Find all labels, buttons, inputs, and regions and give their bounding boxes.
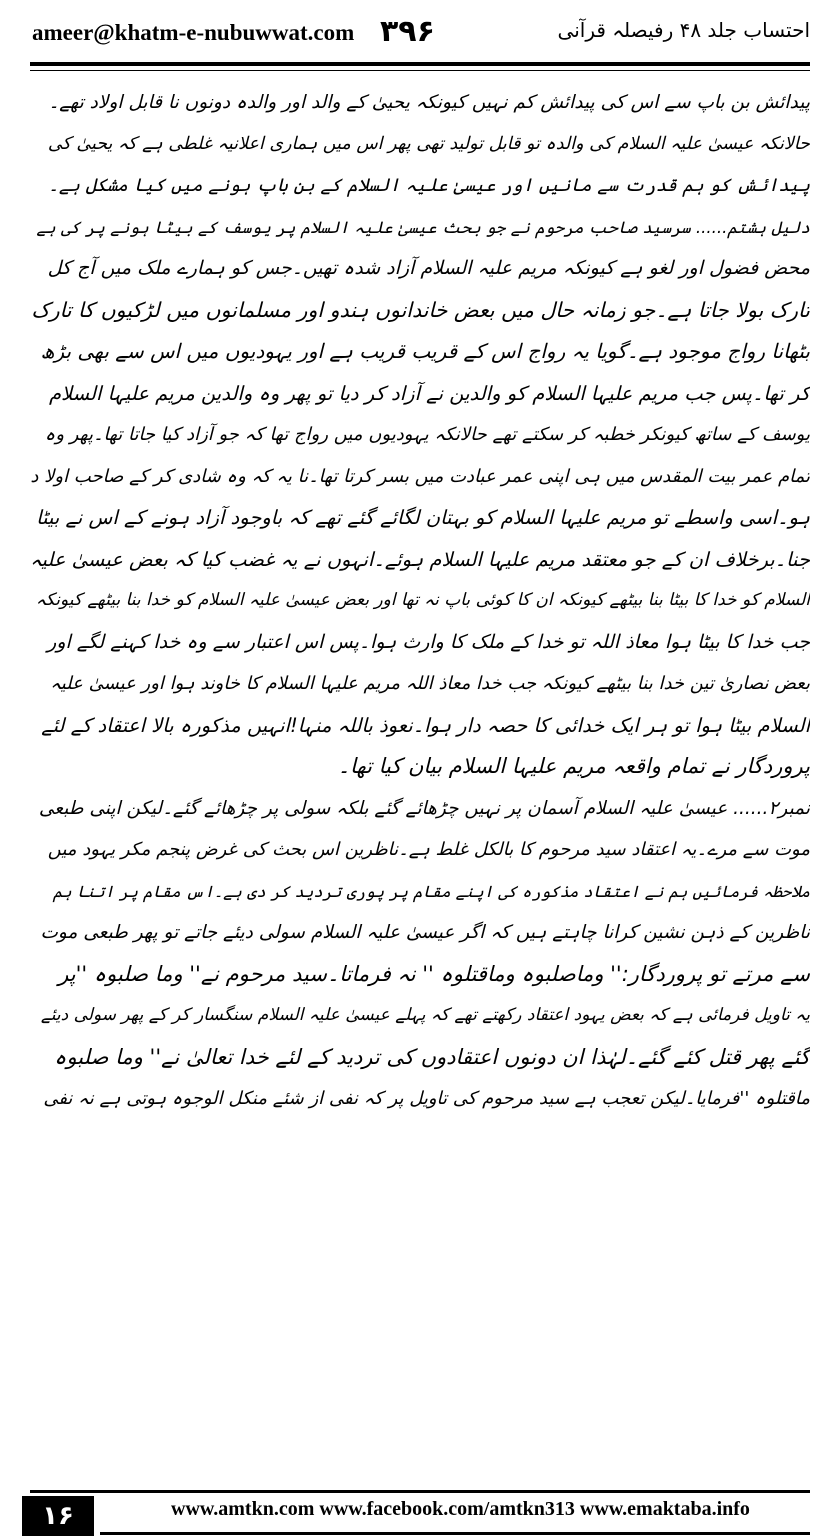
- text-line: ماقتلوہ ''فرمایا۔لیکن تعجب ہے سید مرحوم کی تاویل پر کہ نفی از شئے منکل الوجوہ ہوتی ہے نہ نفی: [43, 1088, 810, 1109]
- header-page-number: ۳۹۶: [380, 14, 435, 49]
- body-text: [30, 82, 810, 1120]
- header-rule-thin: [30, 70, 810, 71]
- footer-rule-bottom: [100, 1532, 810, 1535]
- footer-rule-top: [30, 1490, 810, 1493]
- text-line: پیدائش بن باپ سے اس کی پیدائش کم نہیں کیونکہ یحییٰ کے والد اور والدہ دونوں نا قابل اولاد تھے۔: [48, 92, 810, 113]
- text-line: السلام بیٹا ہوا تو ہر ایک خدائی کا حصہ دار ہوا۔نعوذ باللہ منہا!انہیں مذکورہ بالا اعتقاد کے لئے: [41, 713, 810, 737]
- text-line: تمام عمر بیت المقدس میں ہی اپنی عمر عبادت میں بسر کرتا تھا۔نا یہ کہ وہ شادی کر کے صاحب اولا د: [30, 465, 810, 487]
- text-line: جنا۔برخلاف ان کے جو معتقد مریم علیہا السلام ہوئے۔انہوں نے یہ غضب کیا کہ بعض عیسیٰ علیہ: [30, 547, 810, 571]
- text-line: ناظرین کے ذہن نشین کرانا چاہتے ہیں کہ اگر عیسیٰ علیہ السلام سولی دیئے جاتے تو پھر طبعی موت: [40, 922, 810, 943]
- text-line: یوسف کے ساتھ کیونکر خطبہ کر سکتے تھے حالانکہ یہودیوں میں رواج تھا کہ جو آزاد کیا جاتا تھا۔پھر وہ: [44, 424, 810, 445]
- text-line: گئے پھر قتل کئے گئے۔لہٰذا ان دونوں اعتقادوں کی تردید کے لئے خدا تعالیٰ نے'' وما صلبوہ: [54, 1044, 810, 1069]
- text-line: پیدائش کو ہم قدرت سے مانیں اور عیسیٰ علیہ السلام کے بن باپ ہونے میں کیا مشکل ہے۔: [48, 175, 810, 196]
- text-line: ہو۔اسی واسطے تو مریم علیہا السلام کو بہتان لگائے گئے تھے کہ باوجود آزاد ہونے کے اس نے بیٹا: [36, 506, 810, 529]
- text-line: بعض نصاریٰ تین خدا بنا بیٹھے کیونکہ جب خدا معاذ اللہ مریم علیہا السلام کا خاوند ہوا اور عیسیٰ علیہ: [50, 673, 810, 694]
- text-line: حالانکہ عیسیٰ علیہ السلام کی والدہ تو قابل تولید تھی پھر اس میں ہماری اعلانیہ غلطی ہے کہ یحییٰ کی: [47, 133, 810, 154]
- footer-page-number: ۱۶: [22, 1496, 94, 1536]
- text-line: بٹھانا رواج موجود ہے۔گویا یہ رواج اس کے قریب قریب ہے اور یہودیوں میں اس سے بھی بڑھ: [40, 339, 810, 363]
- text-line: سے مرتے تو پروردگار:'' وماصلبوہ وماقتلوہ '' نہ فرماتا۔سید مرحوم نے'' وما صلبوہ ''پر: [58, 961, 810, 986]
- text-line: ملاحظہ فرمائیں ہم نے اعتقاد مذکورہ کی اپنے مقام پر پوری تردید کر دی ہے۔اس مقام پر اتنا ہم: [52, 881, 810, 901]
- header-book-title: احتساب جلد ۴۸ رفیصلہ قرآنی: [557, 18, 810, 42]
- text-line: یہ تاویل فرمائی ہے کہ بعض یہود اعتقاد رکھتے تھے کہ پہلے عیسیٰ علیہ السلام سنگسار کر کے پھر سولی دیئے: [40, 1005, 810, 1025]
- text-line: موت سے مرے۔یہ اعتقاد سید مرحوم کا بالکل غلط ہے۔ناظرین اس بحث کی غرض پنجم مکر یہود میں: [47, 839, 810, 860]
- page-footer: [0, 1488, 840, 1540]
- header-rule-thick: [30, 62, 810, 66]
- text-line: السلام کو خدا کا بیٹا بنا بیٹھے کیونکہ ان کا کوئی باپ نہ تھا اور بعض عیسیٰ علیہ السلام کو خدا بنا بیٹھے کیونکہ: [35, 590, 810, 610]
- page-header: [0, 0, 840, 72]
- text-line: تارک بولا جاتا ہے۔جو زمانہ حال میں بعض خاندانوں ہندو اور مسلمانوں میں لڑکیوں کا تارک: [31, 297, 810, 322]
- footer-links: www.amtkn.com www.facebook.com/amtkn313 www.emaktaba.info: [171, 1498, 750, 1520]
- header-email: ameer@khatm-e-nubuwwat.com: [32, 20, 355, 45]
- text-line: پروردگار نے تمام واقعہ مریم علیہا السلام بیان کیا تھا۔: [337, 754, 810, 778]
- text-line: جب خدا کا بیٹا ہوا معاذ اللہ تو خدا کے ملک کا وارث ہوا۔پس اس اعتبار سے وہ خدا کہنے لگے اور: [47, 630, 810, 653]
- text-line: نمبر۲...... عیسیٰ علیہ السلام آسمان پر نہیں چڑھائے گئے بلکہ سولی پر چڑھائے گئے۔لیکن اپنی طبعی: [38, 797, 810, 819]
- text-line: کر تھا۔پس جب مریم علیہا السلام کو والدین نے آزاد کر دیا تو پھر وہ والدین مریم علیہا السلام: [48, 381, 810, 405]
- text-line: محض فضول اور لغو ہے کیونکہ مریم علیہ السلام آزاد شدہ تھیں۔جس کو ہمارے ملک میں آج کل: [47, 257, 810, 279]
- text-line: دلیل ہشتم...... سرسید صاحب مرحوم نے جو بحث عیسیٰ علیہ السلام پر یوسف کے بیٹا ہونے پر کی ہے: [36, 217, 810, 237]
